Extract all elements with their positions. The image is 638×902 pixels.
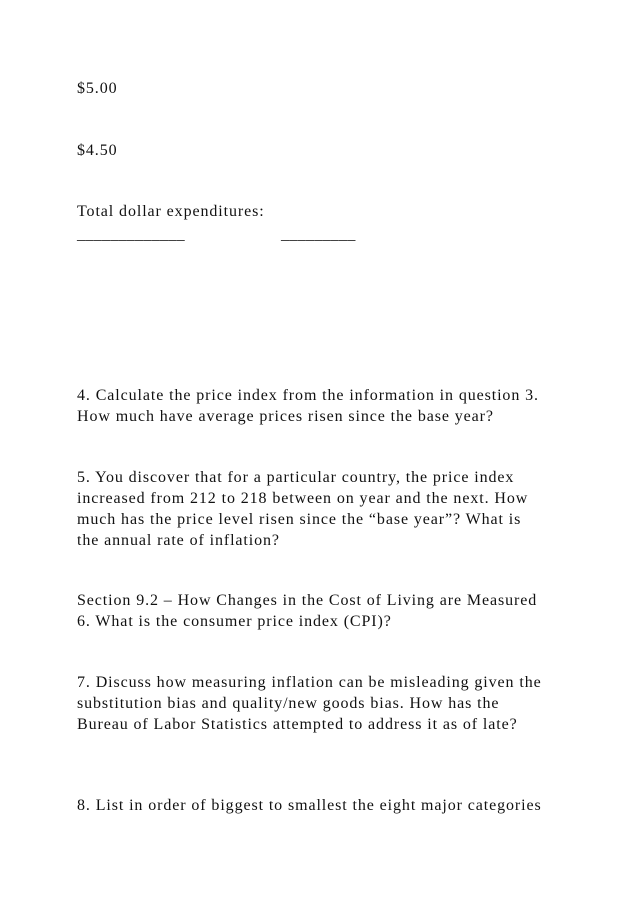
question-7-line: substitution bias and quality/new goods bias. How has the bbox=[77, 695, 500, 712]
section-heading: Section 9.2 – How Changes in the Cost of Living are Measured bbox=[77, 592, 538, 609]
question-4-line: How much have average prices risen since the base year? bbox=[77, 408, 494, 425]
question-6: 6. What is the consumer price index (CPI)? bbox=[77, 613, 392, 630]
question-5-line: much has the price level risen since the “base year”? What is bbox=[77, 511, 522, 528]
question-5-line: 5. You discover that for a particular country, the price index bbox=[77, 469, 515, 486]
question-5-line: increased from 212 to 218 between on year and the next. How bbox=[77, 490, 529, 507]
question-7-line: 7. Discuss how measuring inflation can be misleading given the bbox=[77, 674, 542, 691]
price-value: $5.00 bbox=[77, 80, 118, 97]
answer-blank: _____________ bbox=[77, 226, 185, 243]
question-8: 8. List in order of biggest to smallest the eight major categories bbox=[77, 797, 542, 814]
question-4-line: 4. Calculate the price index from the information in question 3. bbox=[77, 387, 539, 404]
answer-blank: _________ bbox=[281, 226, 356, 243]
price-value: $4.50 bbox=[77, 142, 118, 159]
question-5-line: the annual rate of inflation? bbox=[77, 532, 280, 549]
question-7-line: Bureau of Labor Statistics attempted to address it as of late? bbox=[77, 716, 518, 733]
total-expenditures-label: Total dollar expenditures: bbox=[77, 203, 265, 220]
